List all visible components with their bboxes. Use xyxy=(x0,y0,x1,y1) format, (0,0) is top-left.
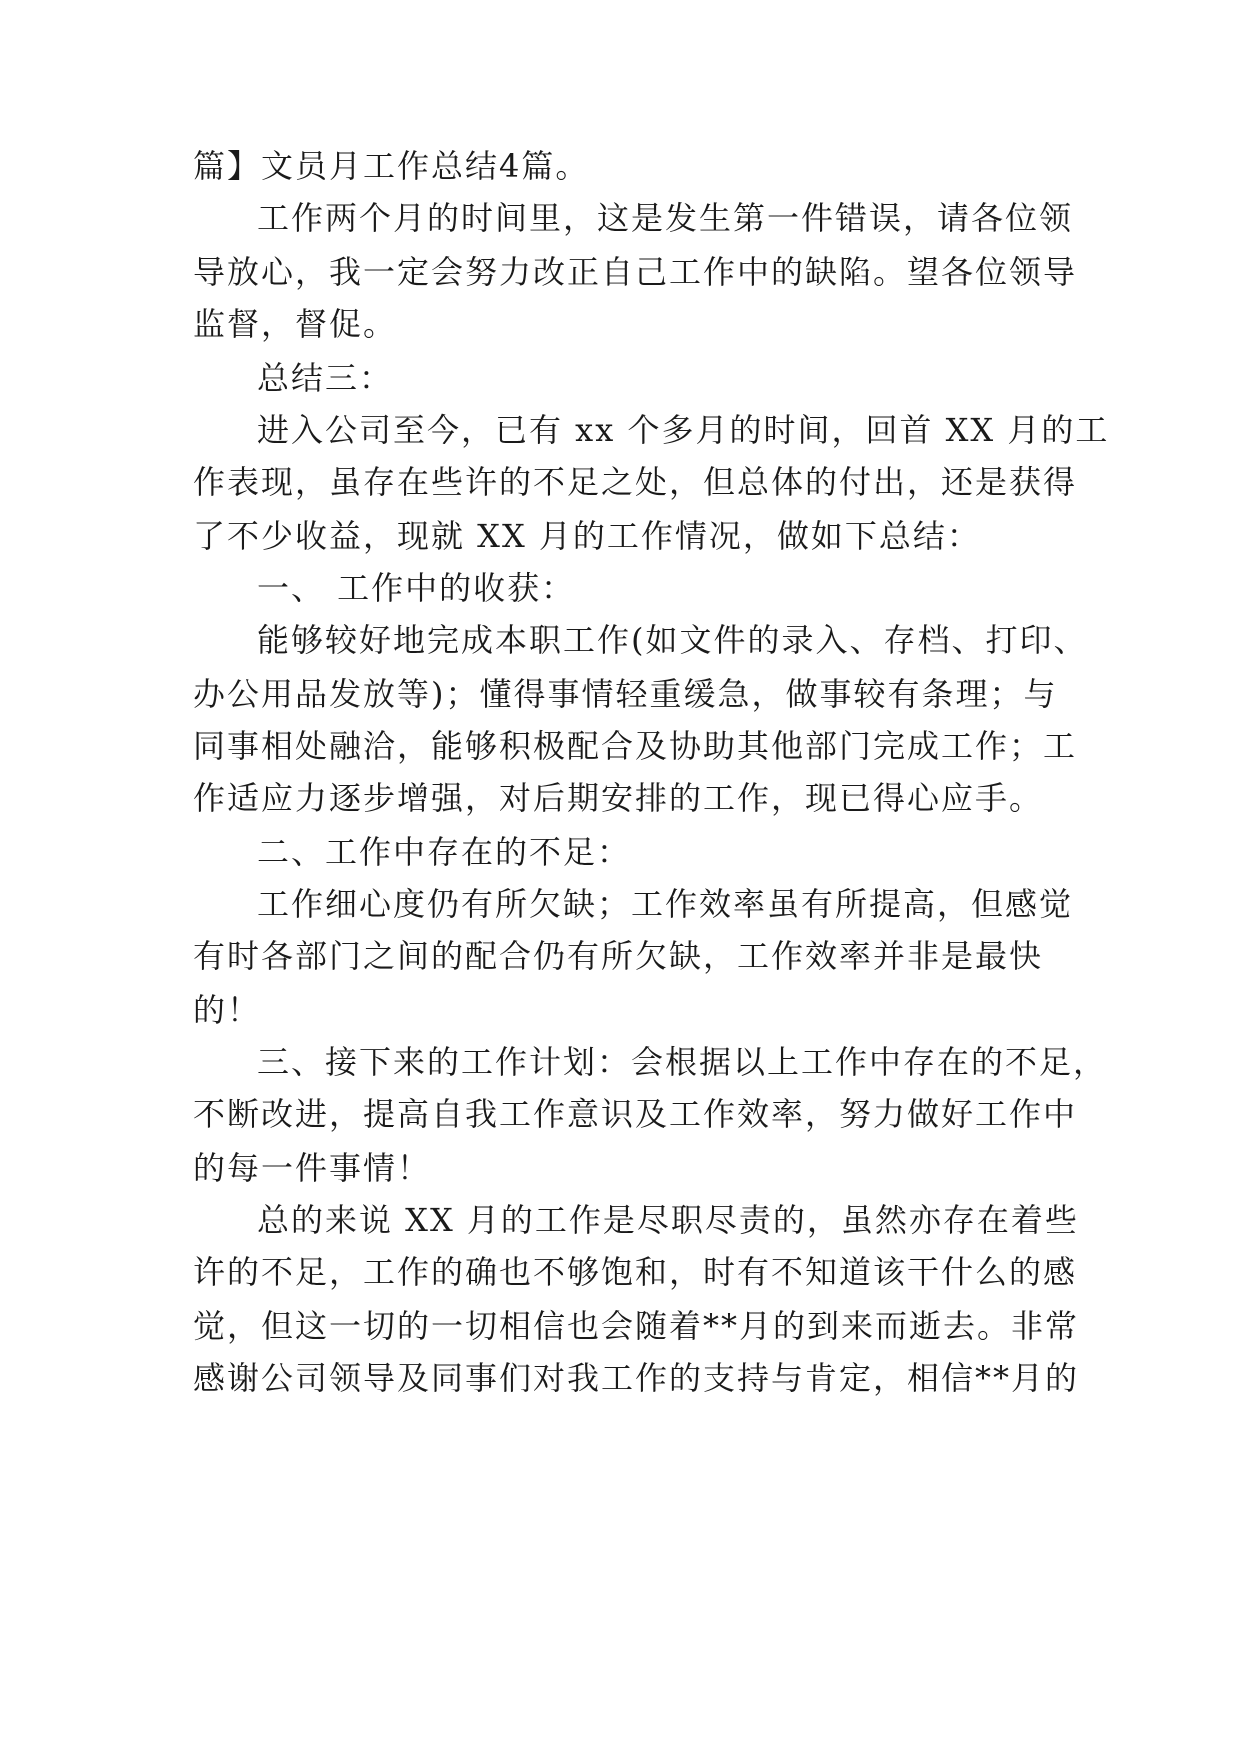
text-line: 进入公司至今，已有 xx 个多月的时间，回首 XX 月的工 xyxy=(257,411,1110,449)
text-line: 同事相处融洽，能够积极配合及协助其他部门完成工作；工 xyxy=(193,727,1078,765)
text-line: 作适应力逐步增强，对后期安排的工作，现已得心应手。 xyxy=(193,779,1044,817)
text-line: 工作两个月的时间里，这是发生第一件错误，请各位领 xyxy=(257,199,1074,237)
text-line: 有时各部门之间的配合仍有所欠缺，工作效率并非是最快 xyxy=(193,937,1044,975)
text-line: 总的来说 XX 月的工作是尽职尽责的，虽然亦存在着些 xyxy=(257,1201,1079,1239)
text-line: 篇】文员月工作总结4篇。 xyxy=(193,147,590,185)
text-line: 的每一件事情！ xyxy=(193,1149,432,1187)
text-line: 三、接下来的工作计划：会根据以上工作中存在的不足， xyxy=(257,1043,1108,1081)
text-line: 作表现，虽存在些许的不足之处，但总体的付出，还是获得 xyxy=(193,463,1078,501)
text-line: 不断改进，提高自我工作意识及工作效率，努力做好工作中 xyxy=(193,1095,1078,1133)
text-line: 觉，但这一切的一切相信也会随着**月的到来而逝去。非常 xyxy=(193,1307,1080,1345)
section-heading: 一、 工作中的收获： xyxy=(257,569,576,607)
text-line: 的！ xyxy=(193,991,262,1029)
text-line: 导放心，我一定会努力改正自己工作中的缺陷。望各位领导 xyxy=(193,253,1078,291)
text-line: 了不少收益，现就 XX 月的工作情况，做如下总结： xyxy=(193,517,981,555)
text-line: 办公用品发放等)；懂得事情轻重缓急，做事较有条理；与 xyxy=(193,675,1058,713)
text-line: 感谢公司领导及同事们对我工作的支持与肯定，相信**月的 xyxy=(193,1359,1080,1397)
section-heading: 总结三： xyxy=(257,359,394,397)
text-line: 许的不足，工作的确也不够饱和，时有不知道该干什么的感 xyxy=(193,1253,1078,1291)
text-line: 能够较好地完成本职工作(如文件的录入、存档、打印、 xyxy=(257,621,1088,659)
text-line: 工作细心度仍有所欠缺；工作效率虽有所提高，但感觉 xyxy=(257,885,1074,923)
text-line: 监督，督促。 xyxy=(193,305,398,343)
section-heading: 二、工作中存在的不足： xyxy=(257,833,632,871)
